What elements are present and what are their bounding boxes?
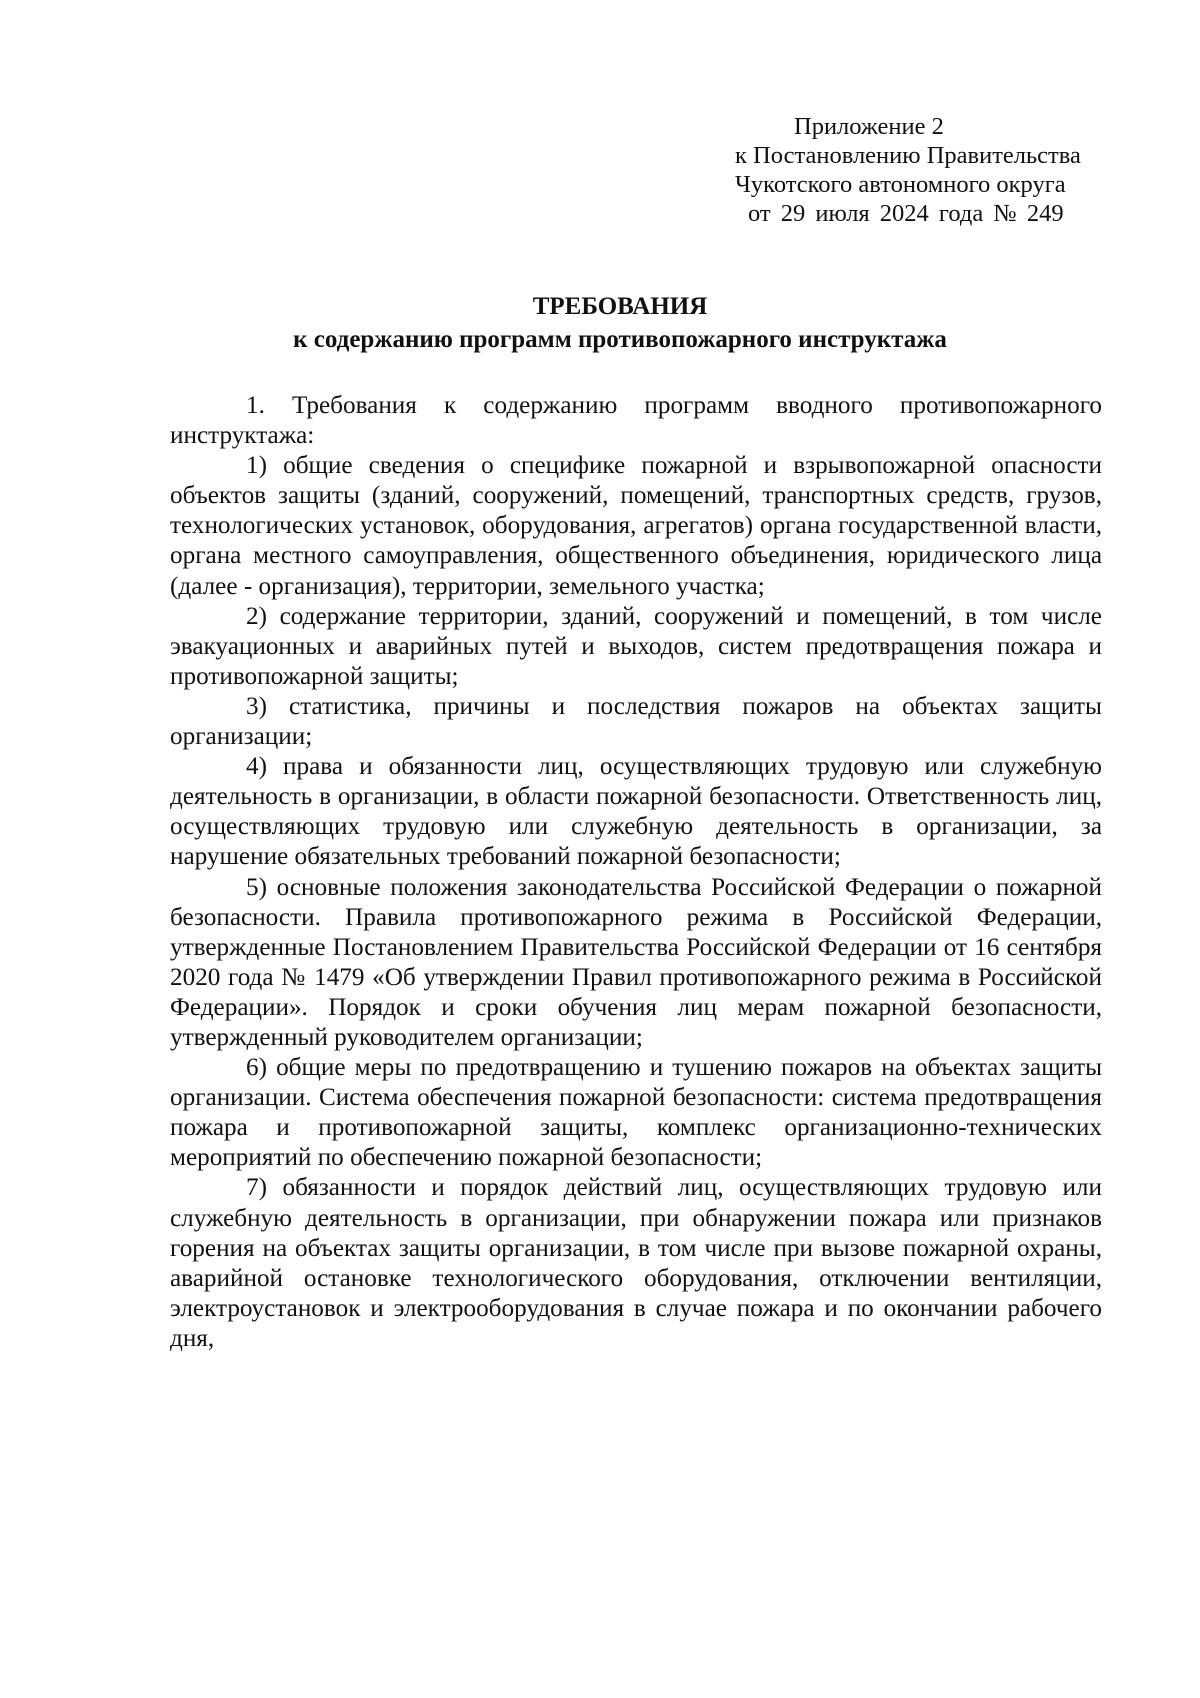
approval-block	[700, 112, 1090, 228]
paragraph-item-6: 6) общие меры по предотвращению и тушению пожаров на объектах защиты организации. Система обеспечения пожарной безопасности: система предотвращения пожара и противопожарной защиты, комплекс организационно-технических мероприятий по обеспечению пожарной безопасности;	[170, 1054, 1102, 1172]
approval-line-4: от 29 июля 2024 года № 249	[748, 200, 1064, 227]
approval-line-2: к Постановлению Правительства	[735, 142, 1081, 169]
title-main: ТРЕБОВАНИЯ	[532, 293, 708, 320]
paragraph-item-3: 3) статистика, причины и последствия пожаров на объектах защиты организации;	[170, 692, 1102, 751]
paragraph-item-4: 4) права и обязанности лиц, осуществляющих трудовую или служебную деятельность в организации, в области пожарной безопасности. Ответственность лиц, осуществляющих трудовую или служебную деятельность в организации, за нарушение обязательных требований пожарной безопасности;	[170, 753, 1102, 871]
paragraph-item-5: 5) основные положения законодательства Российской Федерации о пожарной безопасности. Правила противопожарного режима в Российской Федерации, утвержденные Постановлением Правительства Российской Федерации от 16 сентября 2020 года № 1479 «Об утверждении Правил противопожарного режима в Российской Федерации». Порядок и сроки обучения лиц мерам пожарной безопасности, утвержденный руководителем организации;	[170, 873, 1102, 1051]
paragraph-item-1: 1) общие сведения о специфике пожарной и взрывопожарной опасности объектов защиты (зданий, сооружений, помещений, транспортных средств, грузов, технологических установок, оборудования, агрегатов) органа государственной власти, органа местного самоуправления, общественного объединения, юридического лица (далее - организация), территории, земельного участка;	[170, 452, 1102, 600]
paragraph-item-2: 2) содержание территории, зданий, сооружений и помещений, в том числе эвакуационных и аварийных путей и выходов, систем предотвращения пожара и противопожарной защиты;	[170, 602, 1102, 690]
document-body	[170, 391, 1102, 1354]
approval-line-3: Чукотского автономного округа	[735, 171, 1066, 198]
document-title	[0, 290, 1200, 356]
paragraph-1: 1. Требования к содержанию программ вводного противопожарного инструктажа:	[170, 392, 1102, 450]
title-subtitle: к содержанию программ противопожарного инструктажа	[293, 326, 947, 353]
approval-line-1: Приложение 2	[794, 113, 944, 140]
paragraph-item-7: 7) обязанности и порядок действий лиц, осуществляющих трудовую или служебную деятельность в организации, при обнаружении пожара или признаков горения на объектах защиты организации, в том числе при вызове пожарной охраны, аварийной остановке технологического оборудования, отключении вентиляции, электроустановок и электрооборудования в случае пожара и по окончании рабочего дня,	[170, 1174, 1102, 1352]
